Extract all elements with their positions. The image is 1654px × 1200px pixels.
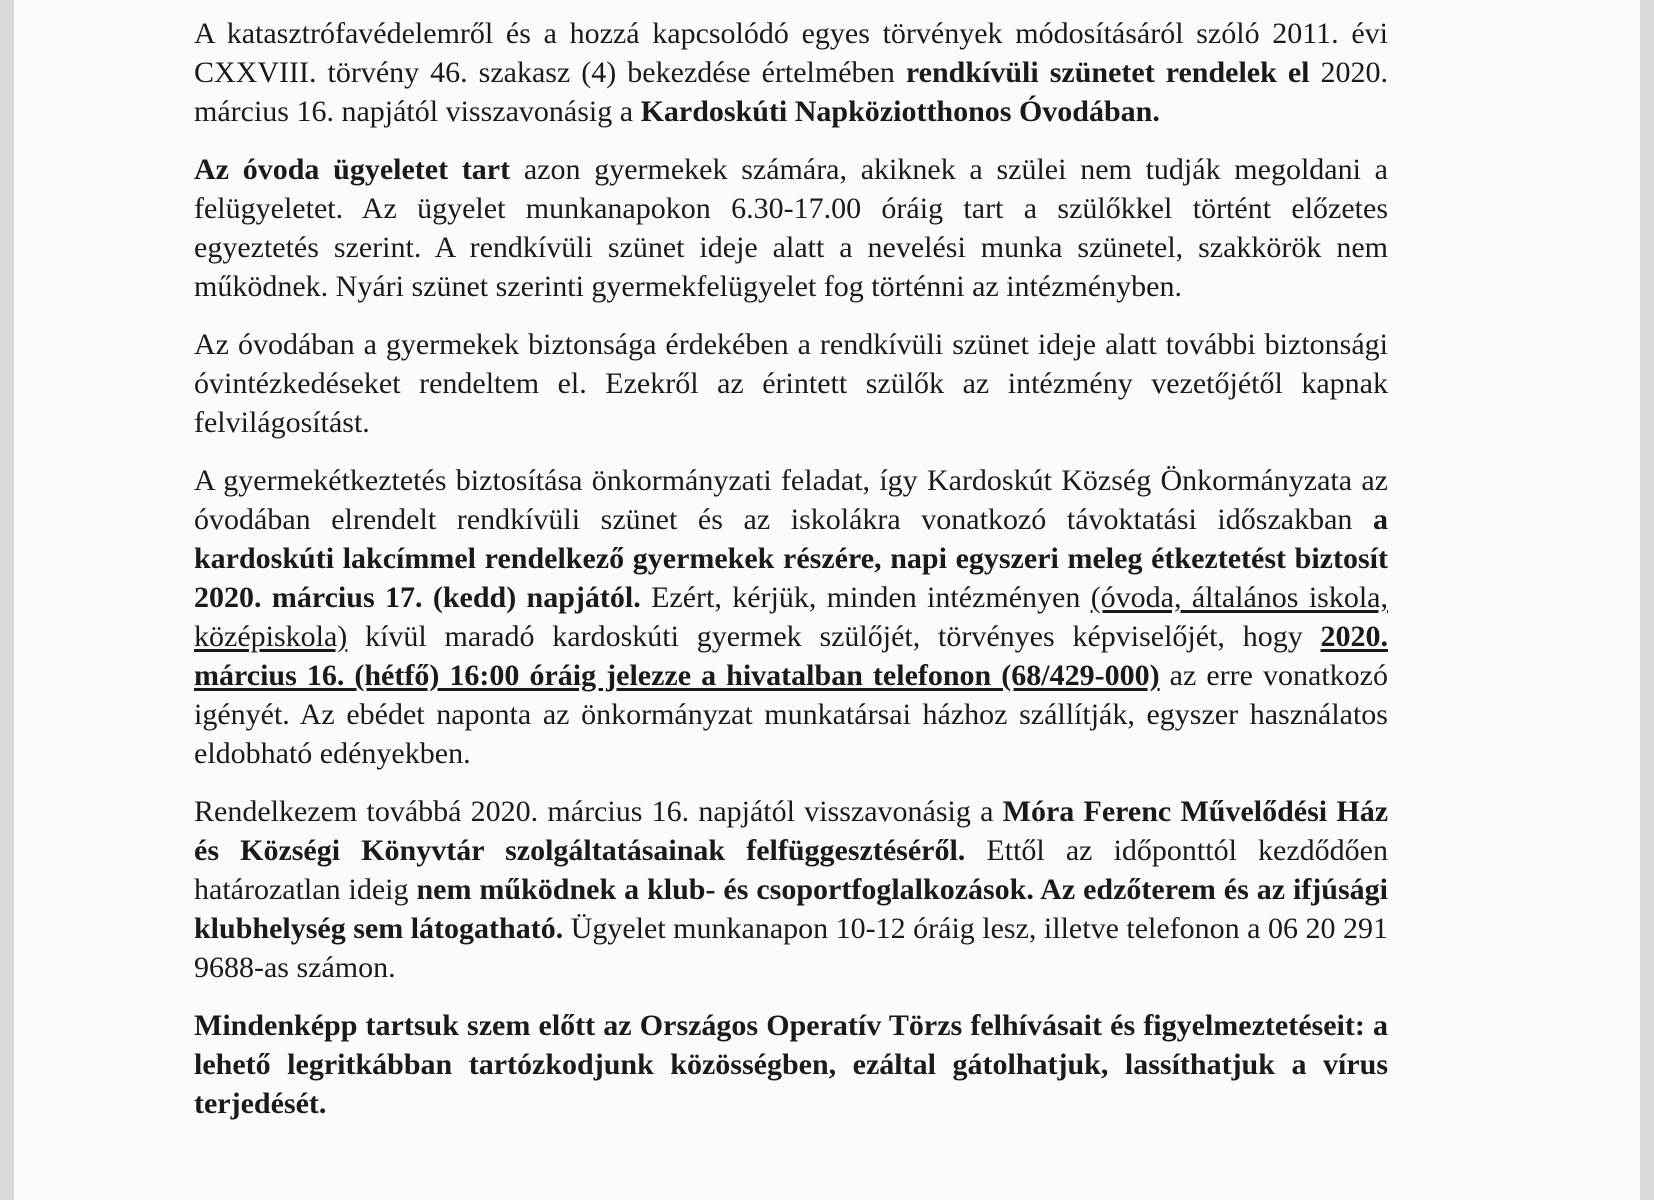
paragraph-muvelodesi-haz	[194, 792, 1388, 987]
document-body	[194, 14, 1388, 1142]
paragraph-operativ-torzs-felhivas	[194, 1006, 1388, 1123]
document-page	[14, 0, 1640, 1200]
text-run: Rendelkezem továbbá 2020. március 16. napjától visszavonásig a	[194, 795, 1003, 828]
text-run: 2020. március 16. napjától visszavonásig a	[194, 56, 1389, 128]
paragraph-katasztrofavedelem	[194, 14, 1388, 131]
text-run: 2020. március 16. (hétfő) 16:00 óráig jelezze a hivatalban telefonon (68/429-000)	[194, 620, 1388, 692]
text-run: Ügyelet munkanapon 10-12 óráig lesz, illetve telefonon a 06 20 291 9688-as számon.	[194, 912, 1389, 984]
text-run: a kardoskúti lakcímmel rendelkező gyermekek részére, napi egyszeri meleg étkeztetést biztosít 2020. március 17. (kedd) napjától.	[194, 503, 1388, 614]
text-run: kívül maradó kardoskúti gyermek szülőjét, törvényes képviselőjét, hogy	[347, 620, 1321, 653]
text-run: Az óvodában a gyermekek biztonsága érdekében a rendkívüli szünet ideje alatt további biztonsági óvintézkedéseket rendeltem el. Ezekről az érintett szülők az intézmény vezetőjétől kapnak felvilágosítást.	[194, 328, 1388, 439]
text-run: rendkívüli szünetet rendelek el	[905, 56, 1310, 89]
paragraph-gyermeketkeztetes	[194, 461, 1388, 773]
text-run: Ezért, kérjük, minden intézményen	[640, 581, 1091, 614]
text-run: nem működnek a klub- és csoportfoglalkozások. Az edzőterem és az ifjúsági klubhelység sem látogatható.	[194, 873, 1388, 945]
text-run: Móra Ferenc Művelődési Ház és Községi Könyvtár szolgáltatásainak felfüggesztéséről.	[194, 795, 1389, 867]
text-run: A katasztrófavédelemről és a hozzá kapcsolódó egyes törvények módosításáról szóló 2011. évi CXXVIII. törvény 46. szakasz (4) bekezdése értelmében	[194, 17, 1388, 89]
text-run: az erre vonatkozó igényét. Az ebédet naponta az önkormányzat munkatársai házhoz szállítják, egyszer használatos eldobható edényekben.	[194, 659, 1388, 770]
text-run: Az óvoda ügyeletet tart	[194, 153, 511, 186]
text-run: Mindenképp tartsuk szem előtt az Országos Operatív Törzs felhívásait és figyelmeztetéseit: a lehető legritkábban tartózkodjunk közösségben, ezáltal gátolhatjuk, lassíthatjuk a vírus terjedését.	[194, 1009, 1388, 1120]
text-run: A gyermekétkeztetés biztosítása önkormányzati feladat, így Kardoskút Község Önkormányzata az óvodában elrendelt rendkívüli szünet és az iskolákra vonatkozó távoktatási időszakban	[194, 464, 1388, 536]
text-run: Kardoskúti Napköziotthonos Óvodában.	[640, 95, 1160, 128]
text-run: (óvoda, általános iskola, középiskola)	[194, 581, 1388, 653]
paragraph-biztonsagi-ovintezkedesek	[194, 325, 1388, 442]
paragraph-ovoda-ugyelet	[194, 150, 1388, 306]
text-run: Ettől az időponttól kezdődően határozatlan ideig	[194, 834, 1388, 906]
text-run: azon gyermekek számára, akiknek a szülei nem tudják megoldani a felügyeletet. Az ügyelet munkanapokon 6.30-17.00 óráig tart a szülőkkel történt előzetes egyeztetés szerint. A rendkívüli szünet ideje alatt a nevelési munka szünetel, szakkörök nem működnek. Nyári szünet szerinti gyermekfelügyelet fog történni az intézményben.	[194, 153, 1388, 303]
